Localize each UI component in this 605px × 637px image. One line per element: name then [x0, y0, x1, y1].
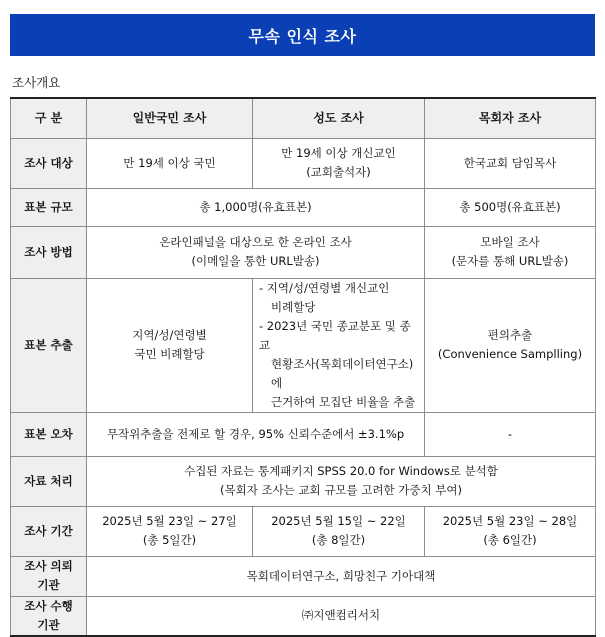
table-row [11, 188, 596, 226]
table-header-row [11, 98, 596, 138]
cell-sample-size-pastor: 총 500명(유효표본) [425, 188, 596, 226]
cell-error-pastor: - [425, 412, 596, 456]
table-row [11, 506, 596, 556]
cell-line: 현황조사(목회데이터연구소)에 [271, 356, 414, 390]
cell-line: 지역/성/연령별 [132, 328, 207, 342]
cell-line: 조사 수행 [24, 598, 73, 613]
cell-method-general-believer [87, 226, 425, 278]
cell-sample-size-general-believer: 총 1,000명(유효표본) [87, 188, 425, 226]
row-label-period: 조사 기간 [11, 506, 87, 556]
cell-sampling-pastor [425, 278, 596, 412]
cell-period-believer [253, 506, 425, 556]
cell-line: 만 19세 이상 개신교인 [281, 146, 396, 160]
cell-line: (총 5일간) [142, 533, 197, 547]
cell-line: 기관 [37, 578, 60, 592]
cell-line: 편의추출 [487, 328, 533, 342]
table-row [11, 596, 596, 636]
cell-line: 모바일 조사 [480, 235, 540, 249]
page-title: 무속 인식 조사 [248, 26, 357, 46]
cell-line: 온라인패널을 대상으로 한 온라인 조사 [159, 235, 352, 249]
cell-sampling-believer [253, 278, 425, 412]
cell-commissioner: 목회데이터연구소, 희망친구 기아대책 [87, 556, 596, 596]
cell-line: 비례할당 [271, 299, 316, 314]
cell-line: (문자를 통해 URL발송) [451, 254, 569, 268]
header-believer: 성도 조사 [253, 98, 425, 138]
row-label-method: 조사 방법 [11, 226, 87, 278]
cell-line: 2025년 5월 23일 ~ 27일 [102, 514, 237, 528]
row-label-executor [11, 596, 87, 636]
section-title: 조사개요 [12, 75, 61, 90]
row-label-processing: 자료 처리 [11, 456, 87, 506]
cell-line: (이메일을 통한 URL발송) [191, 254, 320, 268]
cell-line: (총 8일간) [311, 533, 366, 547]
header-category: 구 분 [11, 98, 87, 138]
row-label-commissioner [11, 556, 87, 596]
cell-line: 수집된 자료는 통계패키지 SPSS 20.0 for Windows로 분석함 [184, 464, 498, 478]
cell-target-pastor: 한국교회 담임목사 [425, 138, 596, 188]
table-row [11, 412, 596, 456]
table-row [11, 226, 596, 278]
table-row [11, 556, 596, 596]
row-label-sample-size: 표본 규모 [11, 188, 87, 226]
table-row [11, 278, 596, 412]
table-row [11, 138, 596, 188]
cell-processing-all [87, 456, 596, 506]
cell-line: 국민 비례할당 [134, 347, 205, 361]
header-general: 일반국민 조사 [87, 98, 253, 138]
row-label-sampling: 표본 추출 [11, 278, 87, 412]
header-pastor: 목회자 조사 [425, 98, 596, 138]
cell-line: 기관 [37, 617, 60, 632]
cell-error-general-believer: 무작위추출을 전제로 할 경우, 95% 신뢰수준에서 ±3.1%p [87, 412, 425, 456]
cell-line: 조사 의뢰 [24, 559, 73, 573]
cell-line: - 2023년 국민 종교분포 및 종교 [259, 318, 411, 352]
cell-target-general: 만 19세 이상 국민 [87, 138, 253, 188]
cell-line: (목회자 조사는 교회 규모를 고려한 가중치 부여) [220, 483, 462, 497]
cell-executor: ㈜지앤컴리서치 [87, 596, 596, 636]
cell-line: (Convenience Samplling) [437, 347, 583, 361]
cell-target-believer [253, 138, 425, 188]
row-label-target: 조사 대상 [11, 138, 87, 188]
cell-method-pastor [425, 226, 596, 278]
cell-line: (교회출석자) [306, 165, 371, 179]
table-row [11, 456, 596, 506]
cell-period-pastor [425, 506, 596, 556]
cell-line: 근거하여 모집단 비율을 추출 [271, 394, 416, 409]
cell-sampling-general [87, 278, 253, 412]
survey-overview-table [10, 97, 596, 637]
title-banner [10, 14, 595, 56]
cell-line: 2025년 5월 23일 ~ 28일 [442, 514, 578, 528]
cell-period-general [87, 506, 253, 556]
cell-line: (총 6일간) [483, 533, 537, 547]
row-label-error: 표본 오차 [11, 412, 87, 456]
cell-line: - 지역/성/연령별 개신교인 [259, 280, 390, 295]
cell-line: 2025년 5월 15일 ~ 22일 [271, 514, 406, 528]
